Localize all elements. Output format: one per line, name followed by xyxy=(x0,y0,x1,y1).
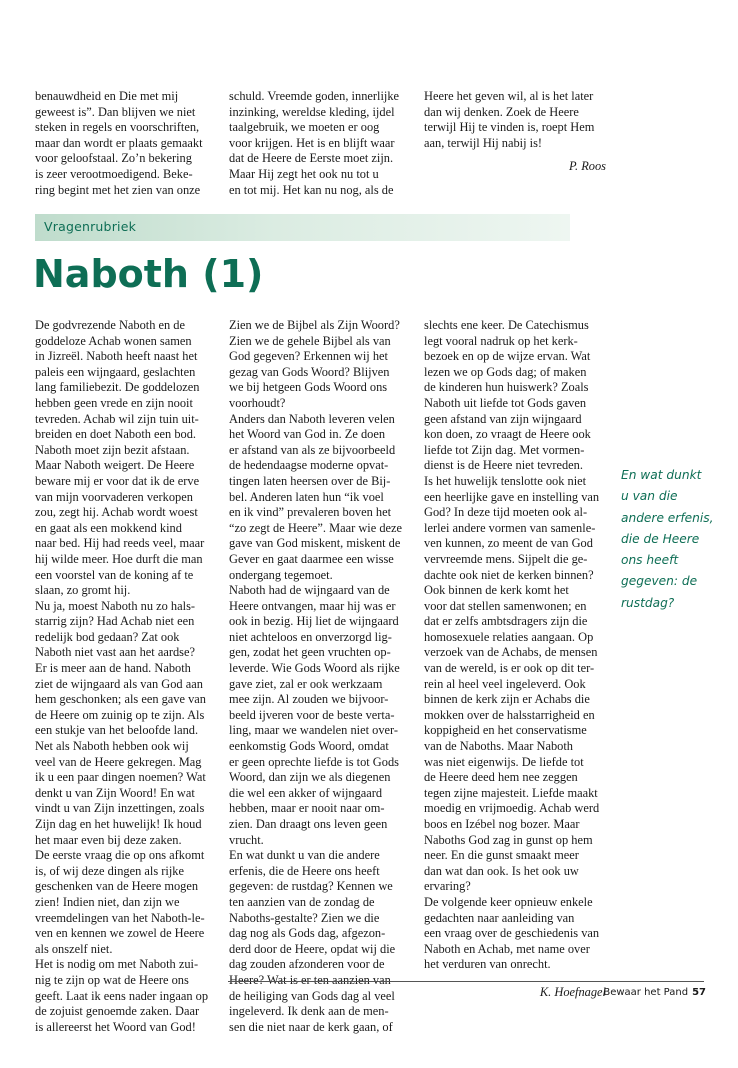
text-line: dan wat dan ook. Is het ook uw xyxy=(424,863,579,878)
text-line: legt vooral nadruk op het kerk- xyxy=(424,333,578,348)
author-signature-k-hoefnagel: K. Hoefnagel xyxy=(539,984,606,999)
text-line: Het is nodig om met Naboth zui- xyxy=(35,957,199,972)
text-line: Er is meer aan de hand. Naboth xyxy=(35,661,191,676)
text-line: neer. En die gunst smaakt meer xyxy=(424,848,579,863)
text-line: die de Heere xyxy=(621,531,700,546)
text-line: de hedendaagse moderne opvat- xyxy=(229,458,389,473)
page-number: 57 xyxy=(692,987,706,998)
text-line: hij wilde meer. Hoe durft die man xyxy=(35,551,203,566)
text-line: steken in regels en voorschriften, xyxy=(35,120,200,135)
text-line: Heere het geven wil, al is het later xyxy=(424,89,594,103)
text-line: derd door de Heere, opdat wij die xyxy=(229,941,396,956)
text-line: de Heere deed hem nee zeggen xyxy=(424,770,578,785)
text-line: ten aanzien van de zondag de xyxy=(229,894,375,909)
text-line: “zo zegt de Heere”. Maar wie deze xyxy=(229,520,403,535)
text-line: lerlei andere vormen van samenle- xyxy=(424,520,596,535)
page-footer xyxy=(603,987,706,998)
article-column-3-text xyxy=(424,318,606,973)
text-line: ling, maar we wandelen niet over- xyxy=(229,723,399,738)
text-line: zien! Indien niet, dan zijn we xyxy=(35,894,180,909)
text-line: terwijl Hij te vinden is, roept Hem xyxy=(424,120,595,135)
text-line: schuld. Vreemde goden, innerlijke xyxy=(229,89,400,103)
text-line: de kinderen hun huiswerk? Zoals xyxy=(424,380,589,395)
text-line: Naboth uit liefde tot Gods gaven xyxy=(424,395,587,410)
text-line: een stukje van het beloofde land. xyxy=(35,723,199,738)
text-line: boos en Izébel nog bozer. Maar xyxy=(424,817,580,831)
text-line: Naboth moet zijn bezit afstaan. xyxy=(35,442,190,457)
text-line: Gever en gaat daarmee een wisse xyxy=(229,551,394,566)
text-line: De godvrezende Naboth en de xyxy=(35,318,186,332)
text-line: en tot mij. Het kan nu nog, als de xyxy=(229,182,394,197)
text-line: bezoek en op de wijze ervan. Wat xyxy=(424,349,591,364)
text-line: voor dat stellen samenwonen; en xyxy=(424,598,587,613)
text-line: is, of wij deze dingen als rijke xyxy=(35,863,184,878)
text-line: Zien we de Bijbel als Zijn Woord? xyxy=(229,318,400,332)
text-line: dag nog als Gods dag, afgezon- xyxy=(229,926,386,941)
text-line: Heere ontvangen, maar hij was er xyxy=(229,598,396,613)
text-line: rustdag? xyxy=(621,595,675,610)
text-line: Naboth en Achab, met name over xyxy=(424,941,590,956)
text-line: is allereerst het Woord van God! xyxy=(35,1019,196,1034)
text-line: de zojuist genoemde zaken. Daar xyxy=(35,1004,200,1019)
text-line: voor krijgen. Het is en blijft waar xyxy=(229,135,395,150)
text-line: redelijk bod gedaan? Zat ook xyxy=(35,629,180,644)
section-banner xyxy=(35,214,570,241)
text-line: beeld ijveren voor de beste verta- xyxy=(229,707,395,722)
text-line: dachte ook niet de kerken binnen? xyxy=(424,567,594,582)
text-line: er geen oprechte liefde is tot Gods xyxy=(229,754,399,769)
article-column-3 xyxy=(424,318,606,1001)
text-line: En wat dunkt xyxy=(621,468,702,482)
text-line: benauwdheid en Die met mij xyxy=(35,89,179,103)
text-line: een vraag over de geschiedenis van xyxy=(424,926,600,941)
text-line: binnen de kerk zijn er Achabs die xyxy=(424,692,590,707)
text-line: als onszelf niet. xyxy=(35,941,113,956)
text-line: ziet de wijngaard als van God aan xyxy=(35,676,203,691)
text-line: andere erfenis, xyxy=(621,510,714,525)
text-line: vindt u van Zijn inzettingen, zoals xyxy=(35,801,205,816)
text-line: leverde. Wie Gods Woord als rijke xyxy=(229,661,400,676)
text-line: denkt u van Zijn Woord! En wat xyxy=(35,785,195,800)
text-line: liefde tot Zijn dag. Met vormen- xyxy=(424,442,585,457)
text-line: een voorstel van de koning af te xyxy=(35,567,194,582)
text-line: De eerste vraag die op ons afkomt xyxy=(35,848,205,863)
text-line: gegeven: de xyxy=(621,574,698,589)
text-line: gedachten naar aanleiding van xyxy=(424,910,575,925)
text-line: Naboths God zag in gunst op hem xyxy=(424,832,593,847)
text-line: in Jizreël. Naboth heeft naast het xyxy=(35,349,198,364)
text-line: geen afstand van zijn wijngaard xyxy=(424,411,582,426)
text-line: dan wij denken. Zoek de Heere xyxy=(424,104,579,119)
pull-quote xyxy=(621,465,731,614)
text-line: vreemdelingen van het Naboth-le- xyxy=(35,910,205,925)
article-column-1 xyxy=(35,318,217,1035)
text-line: dienst is de Heere niet tevreden. xyxy=(424,458,583,473)
text-line: God gegeven? Erkennen wij het xyxy=(229,349,388,364)
text-line: lezen we op Gods dag; of maken xyxy=(424,364,587,379)
text-line: gave ziet, zal er ook werkzaam xyxy=(229,676,383,691)
text-line: tingen laten heersen over de Bij- xyxy=(229,473,391,488)
continued-column-3-text xyxy=(424,89,606,151)
text-line: Heere? Wat is er ten aanzien van xyxy=(229,972,391,987)
text-line: sen die niet naar de kerk gaan, of xyxy=(229,1019,393,1034)
text-line: gen, zodat het geen vruchten op- xyxy=(229,645,391,660)
text-line: Nu ja, moest Naboth nu zo hals- xyxy=(35,598,196,613)
text-line: dat de Heere de Eerste moet zijn. xyxy=(229,151,394,166)
text-line: niet achteloos en onverzorgd lig- xyxy=(229,629,392,644)
text-line: Net als Naboth hebben ook wij xyxy=(35,739,189,754)
text-line: dag zouden afzonderen voor de xyxy=(229,957,385,972)
text-line: nig te zijn op wat de Heere ons xyxy=(35,972,189,987)
text-line: mee zijn. Al zouden we bijvoor- xyxy=(229,692,389,707)
continued-column-1 xyxy=(35,89,217,198)
text-line: ondergang tegemoet. xyxy=(229,567,333,582)
text-line: was niet eigenwijs. De liefde tot xyxy=(424,754,584,769)
text-line: God? In deze tijd moeten ook al- xyxy=(424,505,588,520)
text-line: paleis een wijngaard, geslachten xyxy=(35,364,196,379)
text-line: die wel een akker of wijngaard xyxy=(229,785,383,800)
text-line: koppigheid en het conservatisme xyxy=(424,723,587,738)
text-line: kon doen, zo vraagt de Heere ook xyxy=(424,427,591,442)
text-line: Naboth had de wijngaard van de xyxy=(229,583,390,598)
text-line: het verduren van onrecht. xyxy=(424,957,551,972)
text-line: goddeloze Achab wonen samen xyxy=(35,333,192,348)
section-label: Vragenrubriek xyxy=(44,219,137,234)
text-line: de Heere om zuinig op te zijn. Als xyxy=(35,707,205,722)
text-line: Ook binnen de kerk komt het xyxy=(424,583,569,598)
text-line: er afstand van als ze bijvoorbeeld xyxy=(229,442,396,457)
text-line: tegen zijne majesteit. Liefde maakt xyxy=(424,785,598,800)
text-line: Woord, dan zijn we als diegenen xyxy=(229,770,391,785)
text-line: Maar Hij zegt het ook nu tot u xyxy=(229,166,379,181)
publication-name: Bewaar het Pand xyxy=(603,987,689,998)
text-line: van de wereld, is er ook op dit ter- xyxy=(424,661,595,676)
text-line: Zien we de gehele Bijbel als van xyxy=(229,333,391,348)
text-line: Anders dan Naboth leveren velen xyxy=(229,411,395,426)
text-line: naar bed. Hij had reeds veel, maar xyxy=(35,536,205,551)
continued-column-3 xyxy=(424,89,606,175)
text-line: inzinking, wereldse kleding, ijdel xyxy=(229,104,395,119)
text-line: De volgende keer opnieuw enkele xyxy=(424,894,593,909)
text-line: Naboths-gestalte? Zien we die xyxy=(229,910,380,925)
text-line: ervaring? xyxy=(424,879,471,894)
text-line: en ik vind” prevaleren boven het xyxy=(229,505,392,520)
text-line: en gaat als een mokkend kind xyxy=(35,520,182,535)
text-line: geweest is”. Dan blijven we niet xyxy=(35,104,196,119)
text-line: ven en kennen we zowel de Heere xyxy=(35,926,205,941)
text-line: zien. Dan draagt ons leven geen xyxy=(229,817,388,831)
text-line: hebben, maar er nooit naar om- xyxy=(229,801,385,816)
text-line: de heiliging van Gods dag al veel xyxy=(229,988,395,1003)
text-line: geschenken van de Heere mogen xyxy=(35,879,199,894)
text-line: ook in bezig. Hij liet de wijngaard xyxy=(229,614,399,629)
text-line: hem geschonken; als een gave van xyxy=(35,692,206,707)
text-line: taalgebruik, we moeten er oog xyxy=(229,120,380,135)
text-line: gave van God miskent, miskent de xyxy=(229,536,401,551)
continued-column-2 xyxy=(229,89,411,198)
text-line: vrucht. xyxy=(229,832,264,847)
text-line: dat er zelfs ambtsdragers zijn die xyxy=(424,614,588,629)
text-line: veel van de Heere gekregen. Mag xyxy=(35,754,202,769)
text-line: moedig en vrijmoedig. Achab werd xyxy=(424,801,600,816)
text-line: het maar even bij deze zaken. xyxy=(35,832,182,847)
text-line: Naboth niet vast aan het aardse? xyxy=(35,645,195,660)
text-line: ring begint met het zien van onze xyxy=(35,182,201,197)
text-line: geeft. Laat ik eens nader ingaan op xyxy=(35,988,209,1003)
text-line: beware mij er voor dat ik de erve xyxy=(35,473,200,488)
text-line: Is het huwelijk tenslotte ook niet xyxy=(424,473,587,488)
text-line: vervreemde mens. Sijpelt die ge- xyxy=(424,551,588,566)
text-line: u van die xyxy=(621,489,678,504)
text-line: mokken over de halsstarrigheid en xyxy=(424,707,595,722)
text-line: voor geloofstaal. Zo’n bekering xyxy=(35,151,192,166)
text-line: het Woord van God in. Ze doen xyxy=(229,427,386,442)
text-line: maar dan wordt er plaats gemaakt xyxy=(35,135,203,150)
text-line: ik u een paar dingen noemen? Wat xyxy=(35,770,206,785)
text-line: voorhoudt? xyxy=(229,395,286,410)
text-line: erfenis, die de Heere ons heeft xyxy=(229,863,380,878)
text-line: ven kunnen, zo meent de van God xyxy=(424,536,593,551)
text-line: bel. Anderen laten hun “ik voel xyxy=(229,489,384,504)
text-line: een heerlijke gave en instelling van xyxy=(424,489,600,504)
text-line: starrig zijn? Had Achab niet een xyxy=(35,614,195,629)
text-line: is zeer verootmoedigend. Beke- xyxy=(35,166,193,181)
text-line: gezag van Gods Woord? Blijven xyxy=(229,364,390,379)
text-line: tevreden. Achab wil zijn tuin uit- xyxy=(35,411,199,426)
text-line: ons heeft xyxy=(621,553,679,568)
text-line: Maar Naboth weigert. De Heere xyxy=(35,458,195,473)
text-line: Zijn dag en het huwelijk! Ik houd xyxy=(35,817,202,831)
text-line: En wat dunkt u van die andere xyxy=(229,848,380,863)
text-line: eenkomstig Gods Woord, omdat xyxy=(229,739,389,754)
text-line: verzoek van de Achabs, de mensen xyxy=(424,645,598,660)
article-column-2 xyxy=(229,318,411,1035)
text-line: slaan, zo gromt hij. xyxy=(35,583,131,598)
text-line: we bij hetgeen Gods Woord ons xyxy=(229,380,388,395)
text-line: gegeven: de rustdag? Kennen we xyxy=(229,879,393,894)
text-line: zou, zegt hij. Achab wordt woest xyxy=(35,505,198,520)
text-line: van de Naboths. Maar Naboth xyxy=(424,739,573,754)
article-title: Naboth (1) xyxy=(33,252,264,296)
text-line: hebben geen vrede en zijn nooit xyxy=(35,395,193,410)
text-line: breiden en doet Naboth een bod. xyxy=(35,427,197,442)
text-line: homosexuele relaties aangaan. Op xyxy=(424,629,594,644)
text-line: van mijn voorvaderen verkopen xyxy=(35,489,193,504)
text-line: slechts ene keer. De Catechismus xyxy=(424,318,589,332)
footer-rule xyxy=(228,981,704,982)
text-line: aan, terwijl Hij nabij is! xyxy=(424,135,543,150)
text-line: lang familiebezit. De goddelozen xyxy=(35,380,200,395)
text-line: ingeleverd. Ik denk aan de men- xyxy=(229,1004,389,1019)
text-line: rein al heel veel ingeleverd. Ook xyxy=(424,676,586,691)
author-signature-p-roos: P. Roos xyxy=(569,159,606,174)
